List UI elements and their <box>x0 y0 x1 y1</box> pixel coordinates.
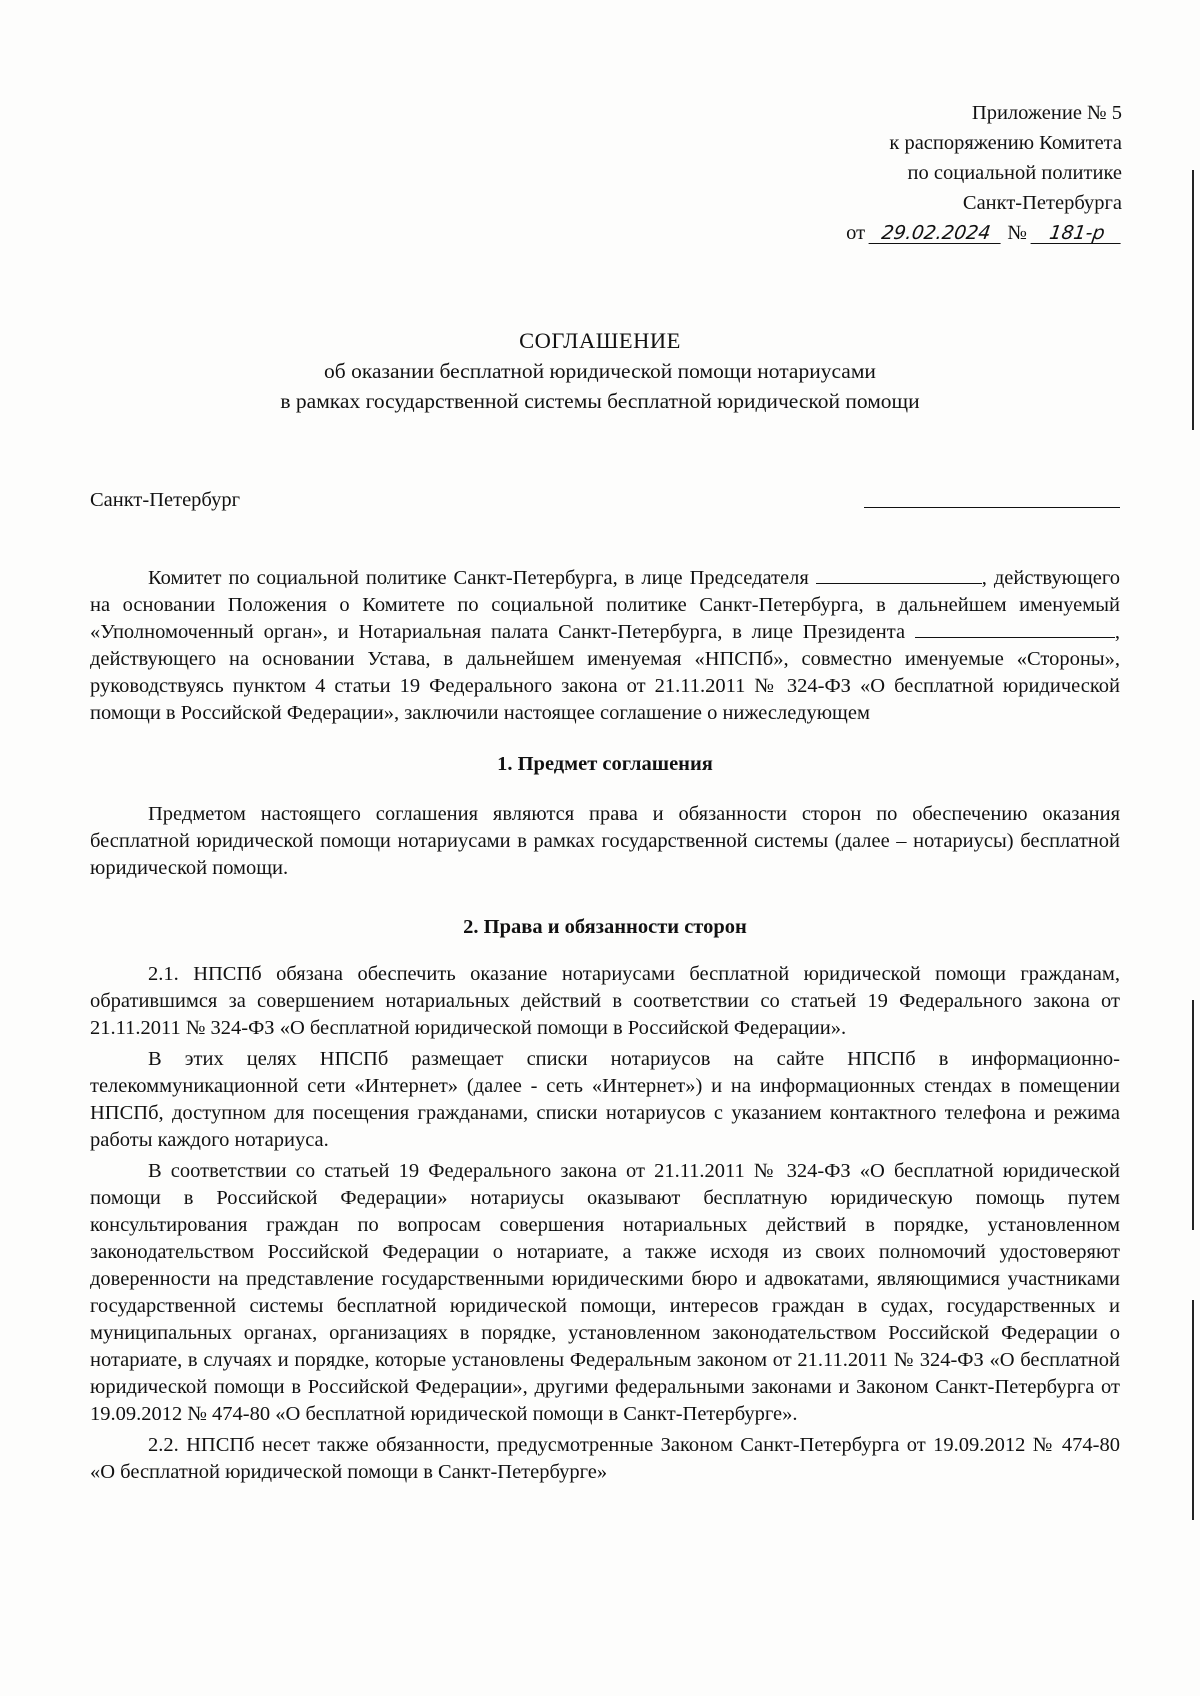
appendix-city: Санкт-Петербурга <box>962 192 1122 214</box>
preamble-part-2: , действующего на основании Положения о Комитете по социальной политике Санкт-Петербурга, в дальнейшем именуемый «Уполномоченный орган», и Нотариальная палата Санкт-Петербурга, в лице Президента <box>90 567 1120 643</box>
preamble <box>90 565 1120 727</box>
appendix-committee: по социальной политике <box>907 162 1122 184</box>
number-sign: № <box>1007 222 1027 244</box>
handwritten-date: 29.02.2024 <box>869 223 1004 244</box>
preamble-part-1: Комитет по социальной политике Санкт-Петербурга, в лице Председателя <box>148 567 809 589</box>
scan-edge-mark <box>1192 1000 1194 1230</box>
appendix-date-line <box>792 218 1122 248</box>
section-2-heading: 2. Права и обязанности сторон <box>463 916 747 938</box>
appendix-header <box>792 98 1122 248</box>
title-line-3: в рамках государственной системы бесплатной юридической помощи <box>280 389 920 413</box>
president-name-blank <box>915 619 1115 638</box>
clause-2-2: 2.2. НПСПб несет также обязанности, предусмотренные Законом Санкт-Петербурга от 19.09.2012 № 474-80 «О бесплатной юридической помощи в Санкт-Петербурге» <box>90 1434 1120 1483</box>
title-main: СОГЛАШЕНИЕ <box>519 328 681 353</box>
handwritten-number: 181-р <box>1031 223 1124 244</box>
clause-2-1: 2.1. НПСПб обязана обеспечить оказание нотариусами бесплатной юридической помощи гражданам, обратившимся за совершением нотариальных действий в соответствии со статьей 19 Федерального закона от 21.11.2011 № 324-ФЗ «О бесплатной юридической помощи в Российской Федерации». <box>90 963 1120 1039</box>
section-1-text: Предметом настоящего соглашения являются права и обязанности сторон по обеспечению оказания бесплатной юридической помощи нотариусами в рамках государственной системы (далее – нотариусы) бесплатной юридической помощи. <box>90 803 1120 879</box>
place: Санкт-Петербург <box>90 489 240 511</box>
scan-edge-mark <box>1192 1300 1194 1520</box>
document-body <box>90 565 1120 1486</box>
scan-edge-mark <box>1192 170 1194 430</box>
document-title <box>0 326 1200 416</box>
preamble-part-3: , действующего на основании Устава, в дальнейшем именуемая «НПСПб», совместно именуемые «Стороны», руководствуясь пунктом 4 статьи 19 Федерального закона от 21.11.2011 № 324-ФЗ «О бесплатной юридической помощи в Российской Федерации», заключили настоящее соглашение о нижеследующем <box>90 621 1120 724</box>
title-line-2: об оказании бесплатной юридической помощи нотариусами <box>324 359 876 383</box>
section-1-heading: 1. Предмет соглашения <box>497 753 713 775</box>
clause-2-1-lists: В этих целях НПСПб размещает списки нотариусов на сайте НПСПб в информационно-телекоммуникационной сети «Интернет» (далее - сеть «Интернет») и на информационных стендах в помещении НПСПб, доступном для посещения гражданами, списки нотариусов с указанием контактного телефона и режима работы каждого нотариуса. <box>90 1048 1120 1151</box>
place-date-row <box>90 487 1120 517</box>
date-blank-line <box>864 507 1120 508</box>
appendix-number: Приложение № 5 <box>971 102 1122 124</box>
clause-2-1-consulting: В соответствии со статьей 19 Федерального закона от 21.11.2011 № 324-ФЗ «О бесплатной юридической помощи в Российской Федерации» нотариусы оказывают бесплатную юридическую помощь путем консультирования граждан по вопросам совершения нотариальных действий в порядке, установленном законодательством Российской Федерации о нотариате, а также исходя из своих полномочий удостоверяют доверенности на представление государственными юридическими бюро и адвокатами, являющимися участниками государственной системы бесплатной юридической помощи, интересов граждан в судах, государственных и муниципальных органах, организациях в порядке, установленном законодательством Российской Федерации о нотариате, в случаях и порядке, которые установлены Федеральным законом от 21.11.2011 № 324-ФЗ «О бесплатной юридической помощи в Российской Федерации», другими федеральными законами и Законом Санкт-Петербурга от 19.09.2012 № 474-80 «О бесплатной юридической помощи в Санкт-Петербурге». <box>90 1160 1120 1425</box>
chairman-name-blank <box>816 565 982 584</box>
appendix-order-ref: к распоряжению Комитета <box>889 132 1122 154</box>
date-prefix: от <box>846 222 866 244</box>
